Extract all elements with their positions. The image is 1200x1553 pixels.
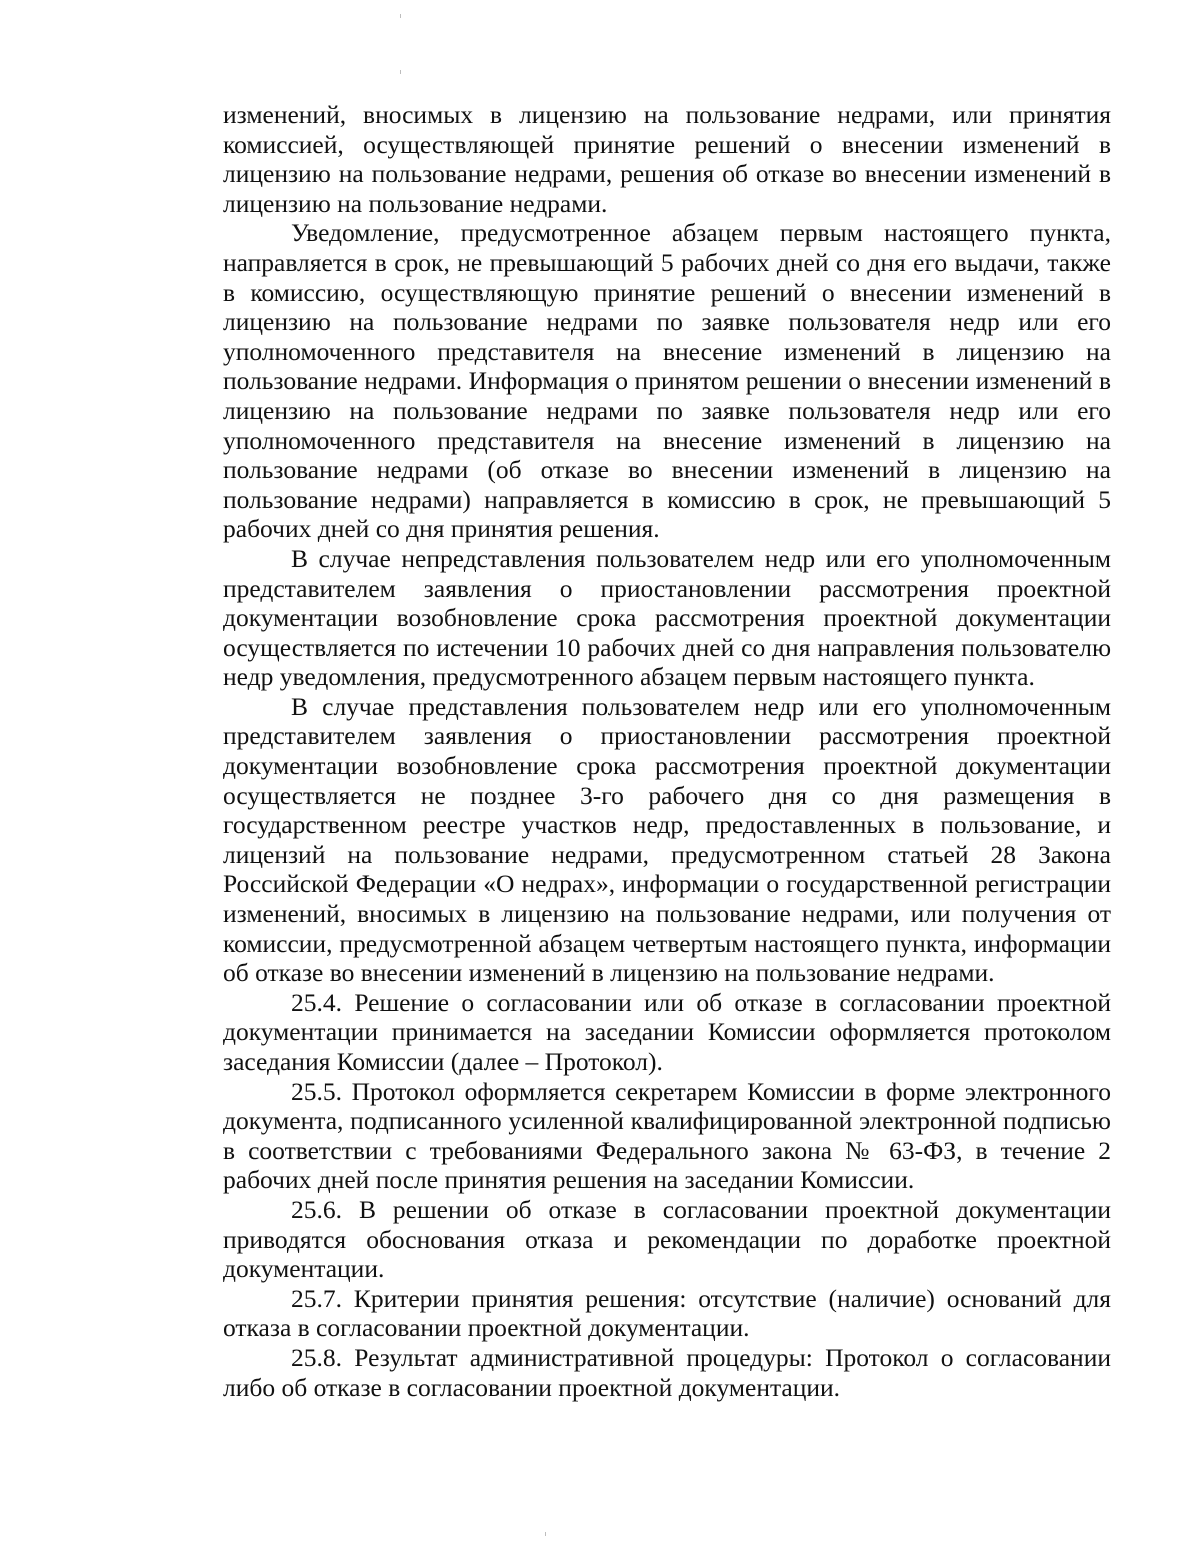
paragraph-25-4: 25.4. Решение о согласовании или об отказе в согласовании проектной документации принимается на заседании Комиссии оформляется протоколом заседания Комиссии (далее – Протокол).: [223, 987, 1111, 1076]
paragraph-25-7: 25.7. Критерии принятия решения: отсутствие (наличие) оснований для отказа в согласовании проектной документации.: [223, 1283, 1111, 1343]
paragraph-continuation: изменений, вносимых в лицензию на пользование недрами, или принятия комиссией, осуществляющей принятие решений о внесении изменений в лицензию на пользование недрами, решения об отказе во внесении изменений в лицензию на пользование недрами.: [223, 100, 1111, 218]
paragraph-25-8: 25.8. Результат административной процедуры: Протокол о согласовании либо об отказе в согласовании проектной документации.: [223, 1342, 1111, 1402]
document-body: [223, 100, 1111, 1402]
paragraph-25-5: 25.5. Протокол оформляется секретарем Комиссии в форме электронного документа, подписанного усиленной квалифицированной электронной подписью в соответствии с требованиями Федерального закона № 63-ФЗ, в течение 2 рабочих дней после принятия решения на заседании Комиссии.: [223, 1076, 1111, 1195]
scan-speck: [545, 1532, 546, 1536]
paragraph-submission: В случае представления пользователем недр или его уполномоченным представителем заявления о приостановлении рассмотрения проектной документации возобновление срока рассмотрения проектной документации осуществляется не позднее 3-го рабочего дня со дня размещения в государственном реестре участков недр, предоставленных в пользование, и лицензий на пользование недрами, предусмотренном статьей 28 Закона Российской Федерации «О недрах», информации о государственной регистрации изменений, вносимых в лицензию на пользование недрами, или получения от комиссии, предусмотренной абзацем четвертым настоящего пункта, информации об отказе во внесении изменений в лицензию на пользование недрами.: [223, 691, 1111, 988]
paragraph-25-6: 25.6. В решении об отказе в согласовании проектной документации приводятся обоснования отказа и рекомендации по доработке проектной документации.: [223, 1194, 1111, 1284]
paragraph-non-submission: В случае непредставления пользователем недр или его уполномоченным представителем заявления о приостановлении рассмотрения проектной документации возобновление срока рассмотрения проектной документации осуществляется по истечении 10 рабочих дней со дня направления пользователю недр уведомления, предусмотренного абзацем первым настоящего пункта.: [223, 543, 1111, 692]
scan-speck: [400, 14, 401, 18]
paragraph-notification: Уведомление, предусмотренное абзацем первым настоящего пункта, направляется в срок, не превышающий 5 рабочих дней со дня его выдачи, также в комиссию, осуществляющую принятие решений о внесении изменений в лицензию на пользование недрами по заявке пользователя недр или его уполномоченного представителя на внесение изменений в лицензию на пользование недрами. Информация о принятом решении о внесении изменений в лицензию на пользование недрами по заявке пользователя недр или его уполномоченного представителя на внесение изменений в лицензию на пользование недрами (об отказе во внесении изменений в лицензию на пользование недрами) направляется в комиссию в срок, не превышающий 5 рабочих дней со дня принятия решения.: [223, 218, 1111, 544]
scan-speck: [400, 70, 401, 74]
